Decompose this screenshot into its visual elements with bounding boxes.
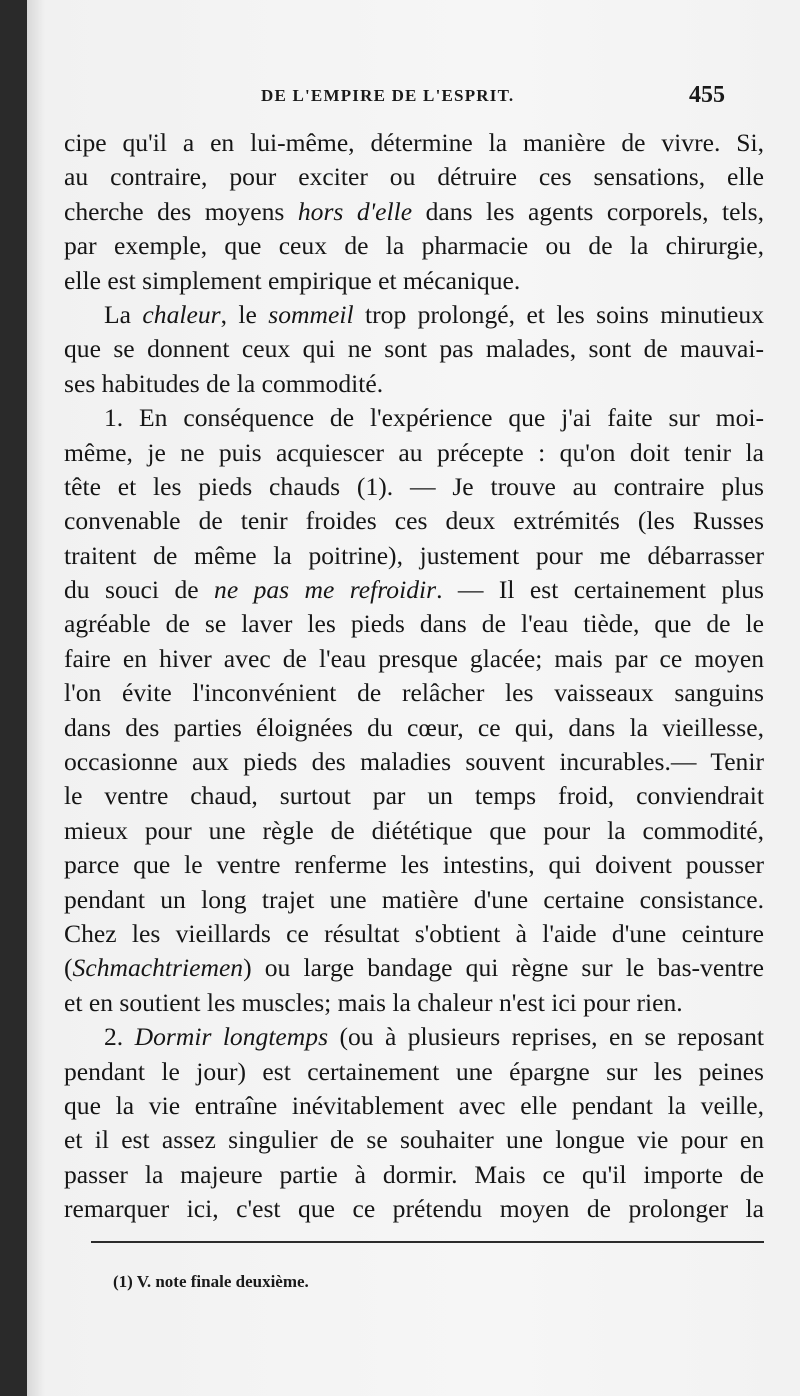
text-segment: pendant un long trajet une matière d'une certaine consistance. <box>64 884 764 914</box>
running-title: DE L'EMPIRE DE L'ESPRIT. <box>261 86 515 105</box>
text-segment: faire en hiver avec de l'eau presque glacée; mais par ce moyen <box>64 643 764 673</box>
footnote: (1) V. note finale deuxième. <box>113 1272 309 1291</box>
text-line <box>64 436 764 470</box>
text-line <box>64 298 764 332</box>
page-number: 455 <box>689 82 725 108</box>
footnote-rule <box>91 1241 764 1243</box>
text-segment: au contraire, pour exciter ou détruire ces sensations, elle <box>64 162 764 192</box>
text-line <box>64 264 764 298</box>
text-segment: que la vie entraîne inévitablement avec elle pendant la veille, <box>64 1090 764 1120</box>
text-line <box>64 676 764 710</box>
text-line <box>64 986 764 1020</box>
text-line <box>64 711 764 745</box>
italic-text-segment: hors d'elle <box>297 196 413 226</box>
text-line <box>64 504 764 538</box>
text-line <box>64 367 764 401</box>
text-line <box>64 779 764 813</box>
text-segment: cherche des moyens <box>64 196 298 226</box>
text-segment: (ou à plusieurs reprises, en se reposant <box>328 1022 764 1052</box>
text-line <box>64 951 764 985</box>
text-line <box>64 539 764 573</box>
text-segment: traitent de même la poitrine), justement pour me débarrasser <box>64 540 764 570</box>
text-line <box>64 607 764 641</box>
text-line <box>64 573 764 607</box>
text-segment: dans des parties éloignées du cœur, ce qui, dans la vieillesse, <box>64 712 764 742</box>
italic-text-segment: sommeil <box>268 299 354 329</box>
text-segment: , le <box>220 299 269 329</box>
text-segment: et en soutient les muscles; mais la chaleur n'est ici pour rien. <box>64 987 683 1017</box>
text-segment: et il est assez singulier de se souhaiter une longue vie pour en <box>64 1125 764 1155</box>
italic-text-segment: ne pas me refroidir <box>214 575 437 605</box>
text-line <box>64 642 764 676</box>
text-segment: tête et les pieds chauds (1). — Je trouve au contraire plus <box>64 471 764 501</box>
text-line <box>64 332 764 366</box>
text-line <box>64 1020 764 1054</box>
text-line <box>64 126 764 160</box>
text-line <box>64 848 764 882</box>
text-segment: du souci de <box>64 575 215 605</box>
text-line <box>64 229 764 263</box>
text-segment: trop prolongé, et les soins minutieux <box>353 299 764 329</box>
text-segment: agréable de se laver les pieds dans de l'eau tiède, que de le <box>64 609 764 639</box>
text-segment: . — Il est certainement plus <box>436 575 765 605</box>
text-line <box>64 401 764 435</box>
text-line <box>64 1089 764 1123</box>
body-text <box>64 126 764 1227</box>
text-segment: mieux pour une règle de diététique que pour la commodité, <box>64 815 764 845</box>
text-segment: passer la majeure partie à dormir. Mais ce qu'il importe de <box>64 1159 764 1189</box>
text-segment: convenable de tenir froides ces deux extrémités (les Russes <box>64 506 764 536</box>
text-segment: elle est simplement empirique et mécanique. <box>64 265 521 295</box>
text-segment: ses habitudes de la commodité. <box>64 368 384 398</box>
text-line <box>64 883 764 917</box>
text-line <box>64 1055 764 1089</box>
text-segment: 1. En conséquence de l'expérience que j'ai faite sur moi- <box>104 403 764 433</box>
text-segment: 2. <box>104 1022 135 1052</box>
text-segment: occasionne aux pieds des maladies souvent incurables.— Tenir <box>64 747 764 777</box>
text-line <box>64 1192 764 1226</box>
italic-text-segment: Dormir longtemps <box>134 1022 329 1052</box>
text-segment: même, je ne puis acquiescer au précepte : qu'on doit tenir la <box>64 437 764 467</box>
running-head <box>27 82 800 116</box>
book-page <box>27 0 800 1396</box>
italic-text-segment: Schmachtriemen <box>72 953 244 983</box>
text-segment: que se donnent ceux qui ne sont pas malades, sont de mauvai- <box>64 334 764 364</box>
text-line <box>64 745 764 779</box>
text-segment: cipe qu'il a en lui-même, détermine la manière de vivre. Si, <box>64 128 764 157</box>
text-line <box>64 195 764 229</box>
text-segment: remarquer ici, c'est que ce prétendu moyen de prolonger la <box>64 1194 764 1224</box>
text-line <box>64 1123 764 1157</box>
text-line <box>64 470 764 504</box>
text-segment: Chez les vieillards ce résultat s'obtient à l'aide d'une ceinture <box>64 918 764 948</box>
text-segment: le ventre chaud, surtout par un temps froid, conviendrait <box>64 781 764 811</box>
text-segment: parce que le ventre renferme les intestins, qui doivent pousser <box>64 850 764 880</box>
text-line <box>64 814 764 848</box>
text-line <box>64 1158 764 1192</box>
text-segment: par exemple, que ceux de la pharmacie ou de la chirurgie, <box>64 231 764 261</box>
text-segment: La <box>104 299 143 329</box>
text-segment: dans les agents corporels, tels, <box>412 196 764 226</box>
text-segment: l'on évite l'inconvénient de relâcher les vaisseaux sanguins <box>64 678 764 708</box>
text-line <box>64 917 764 951</box>
text-line <box>64 160 764 194</box>
text-segment: ( <box>64 953 73 983</box>
italic-text-segment: chaleur <box>142 299 221 329</box>
text-segment: pendant le jour) est certainement une épargne sur les peines <box>64 1056 764 1086</box>
text-segment: ) ou large bandage qui règne sur le bas-ventre <box>243 953 764 983</box>
